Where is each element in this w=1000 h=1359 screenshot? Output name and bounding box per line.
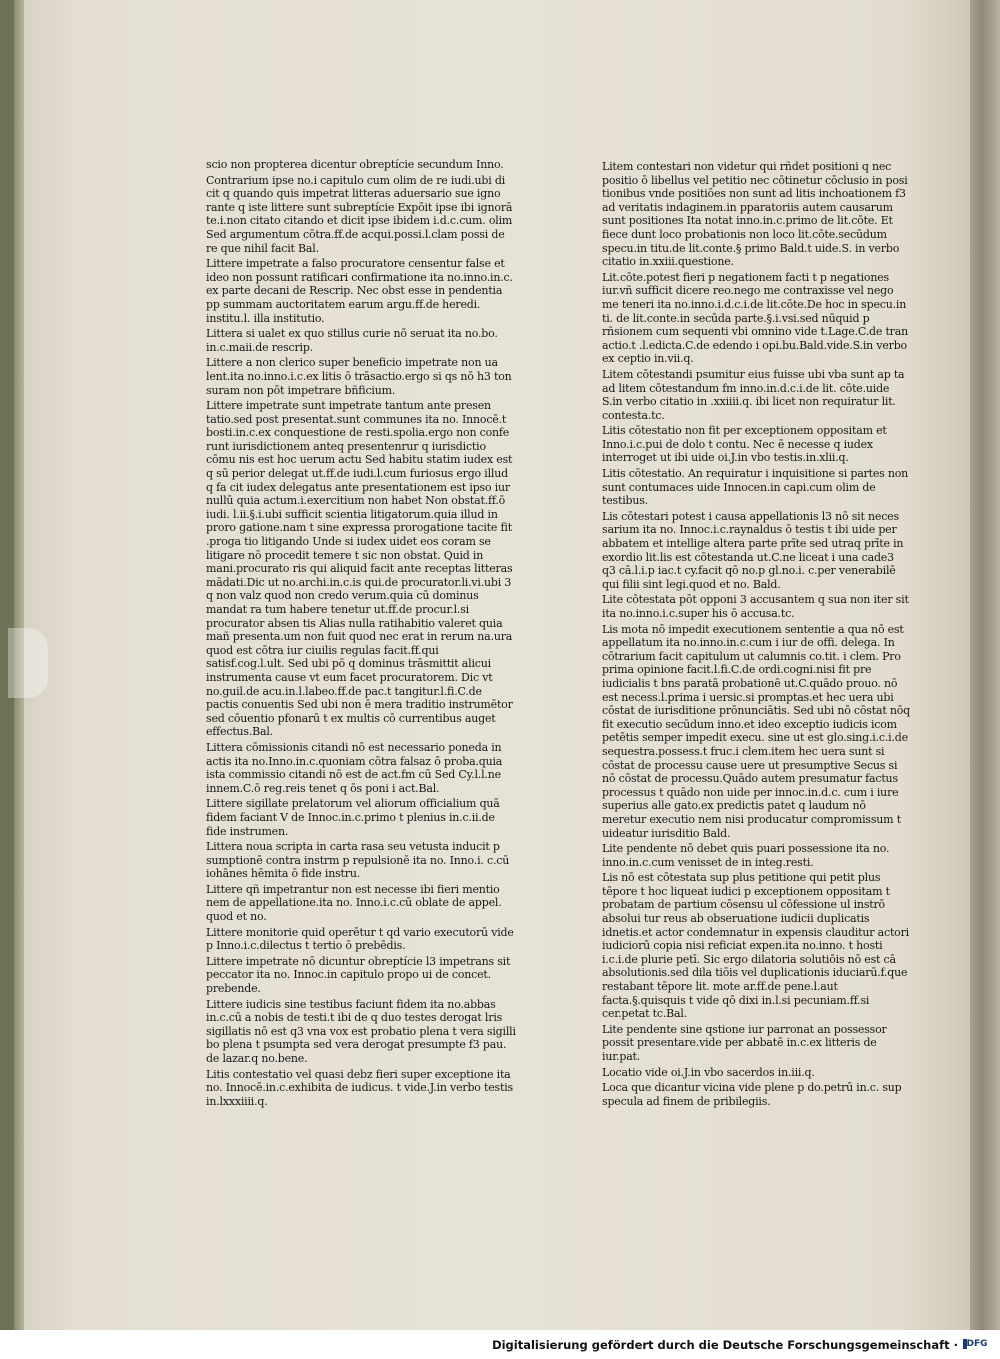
- text-entry: Littera si ualet ex quo stillus curie nō seruat ita no.bo. in.c.maii.de rescrip.: [206, 327, 498, 354]
- text-entry: Lit.cōte.potest fieri p negationem facti t p negationes iur.vñ sufficit dicere reo.nego me contraxisse vel nego me teneri ita no.inno.i.d.c.i.de lit.cōte.De hoc in specu.in ti. de lit.conte.in secūda parte.§.i.vsi.sed nūquid p rñsionem cum sequenti vbi omnino vide t.Lage.C.de tran actio.t .l.edicta.C.de edendo i opi.bu.Bald.vide.S.in verbo ex ceptio in.vii.q.: [602, 270, 908, 366]
- text-entry: Litis cōtestatio non fit per exceptionem oppositam et Inno.i.c.pui de dolo t contu. Nec ē necesse q iudex interroget ut ibi uide oi.J.in vbo testis.in.xlii.q.: [602, 424, 887, 465]
- text-entry: Lis mota nō impedit executionem sententie a qua nō est appellatum ita no.inno.in.c.cum i iur de offi. delega. In cōtrarium facit capitulum ut calumnis co.tit. i clem. Pro prima opinione facit.l.fi.C.de ordi.cogni.nisi fit pre iudicialis t bns paratā probationē ut.C.quādo prouo. nō est necess.l.prima i uersic.si promptas.et hec uera ubi cōstat de iurisditione prōnunciātis. Sed ubi nō cōstat nōq fit executio secūdum inno.et ideo exceptio iudicis icom petētis semper impedit execu. sine ut est glo.sing.i.c.i.de sequestra.possess.t fruc.i clem.item hec uera sunt si cōstat de processu cause uere ut presumptive Secus si nō cōstat de processu.Quādo autem presumatur factus processus t quādo non uide per innoc.in.d.c. cum i iure superius alle gato.ex predictis patet q laudum nō meretur executio nem nisi producatur compromissum t uideatur iurisditio Bald.: [602, 622, 910, 840]
- text-entry: Lis nō est cōtestata sup plus petitione qui petit plus tēpore t hoc liqueat iudici p exceptionem oppositam t probatam de partium cōsensu ul cōfessione ul instrō absolui tur reus ab obseruatione iudicii duplicatis idnetis.et actor condemnatur in expensis clauditur actori iudiciorū copia nisi reficiat expen.ita no.inno. t hosti i.c.i.de plurie petī. Sic ergo dilatoria solutiōis nō est cā absolutionis.sed dila tiōis vel duplicationis iduciarū.f.que restabant tēpore lit. mote ar.ff.de pene.l.aut facta.§.quisquis t vide qō dixi in.l.si pecuniam.ff.si cer.petat tc.Bal.: [602, 871, 909, 1021]
- text-entry: Locatio vide oi.J.in vbo sacerdos in.iii.q.: [602, 1065, 815, 1079]
- text-entry: Lite pendente sine qstione iur parronat an possessor possit presentare.vide per abbatē in.c.ex litteris de iur.pat.: [602, 1022, 887, 1063]
- text-entry: Littera noua scripta in carta rasa seu vetusta inducit p sumptionē contra instrm p repulsionē ita no. Inno.i. c.cū iohānes hēmita ō fide instru.: [206, 840, 510, 881]
- text-entry: Loca que dicantur vicina vide plene p do.petrū in.c. sup specula ad finem de pribilegiis.: [602, 1081, 902, 1108]
- funding-credit: Digitalisierung gefördert durch die Deutsche Forschungsgemeinschaft ·: [492, 1338, 958, 1352]
- text-entry: Littere sigillate prelatorum vel aliorum officialium quā fidem faciant V de Innoc.in.c.primo t plenius in.c.ii.de fide instrumen.: [206, 797, 500, 838]
- text-entry: Littere impetrate a falso procuratore censentur false et ideo non possunt ratificari confirmatione ita no.inno.in.c. ex parte decani de Rescrip. Nec obst esse in pendentia pp summam auctoritatem earum argu.ff.de heredi. institu.l. illa institutio.: [206, 257, 513, 325]
- text-entry: Lite pendente nō debet quis puari possessione ita no. inno.in.c.cum venisset de in integ.resti.: [602, 842, 890, 869]
- text-entry: Lis cōtestari potest i causa appellationis l3 nō sit neces sarium ita no. Innoc.i.c.raynaldus ō testis t ibi uide per abbatem et intellige altera parte prīte sed utraq prīte in exordio lit.lis est cōtestanda ut.C.ne liceat i una cade3 q3 cā.l.i.p iac.t cy.facit qō no.p gl.no.i. c.per venerabilē qui filii sint legi.quod et no. Bald.: [602, 509, 904, 591]
- dfg-logo-text: DFG: [966, 1339, 988, 1349]
- text-entry: Litem cōtestandi psumitur eius fuisse ubi vba sunt ap ta ad litem cōtestandum fm inno.in.d.c.i.de lit. cōte.uide S.in verbo citatio in .xxiiii.q. ibi licet non requiratur lit. contesta.tc.: [602, 367, 905, 422]
- text-entry: Litem contestari non videtur qui rñdet positioni q nec positio ō libellus vel petitio nec cōtinetur cōclusio in posi tionibus vnde positiōes non sunt ad litis inchoationem f3 ad veritatis indaginem.in pparatoriis autem causarum sunt positiones Ita notat inno.in.c.primo de lit.cōte. Et fiece dunt loco probationis non loco lit.cōte.secūdum specu.in titu.de lit.conte.§ primo Bald.t uide.S. in verbo citatio in.xxiii.questione.: [602, 160, 908, 269]
- paper-fold: [8, 628, 48, 698]
- text-entry: Littere iudicis sine testibus faciunt fidem ita no.abbas in.c.cū a nobis de testi.t ibi de q duo testes derogat lris sigillatis nō est q3 vna vox est probatio plena t vera sigilli bo plena t psumpta sed vera derogat presumpte f3 pau. de lazar.q no.bene.: [206, 997, 516, 1065]
- dfg-logo-icon: [962, 1336, 992, 1352]
- text-entry: Littere monitorie quid operētur t qd vario executorū vide p Inno.i.c.dilectus t tertio ō prebēdis.: [206, 925, 514, 953]
- text-entry: scio non propterea dicentur obreptície secundum Inno.: [206, 158, 504, 171]
- text-entry: Contrarium ipse no.i capitulo cum olim de re iudi.ubi di cit q quando quis impetrat litteras aduersario sue igno rante q iste littere sunt subreptície Expōit ipse ibi ignorā te.i.non citato citando et dicit ipse ibidem i.d.c.cum. olim Sed argumentum cōtra.ff.de acqui.possi.l.clam possi de re que nihil facit Bal.: [206, 173, 513, 255]
- text-entry: Littere impetrate nō dicuntur obreptície l3 impetrans sit peccator ita no. Innoc.in capitulo propo ui de concet. prebende.: [206, 954, 511, 996]
- text-entry: Litis contestatio vel quasi debz fieri super exceptione ita no. Innocē.in.c.exhibita de iudicus. t vide.J.in verbo testis in.lxxxiiii.q.: [206, 1067, 513, 1108]
- text-entry: Littere a non clerico super beneficio impetrate non ua lent.ita no.inno.i.c.ex litis ō trāsactio.ergo si qs nō h3 ton suram non pōt impetrare bñficium.: [206, 356, 512, 397]
- text-entry: Lite cōtestata pōt opponi 3 accusantem q sua non iter sit ita no.inno.i.c.super his ō accusa.tc.: [602, 593, 909, 620]
- right-text-column: [602, 160, 910, 1110]
- text-entry: Litis cōtestatio. An requiratur i inquisitione si partes non sunt contumaces uide Innocen.in capi.cum olim de testibus.: [602, 467, 909, 508]
- text-entry: Littere qñ impetrantur non est necesse ibi fieri mentio nem de appellatione.ita no. Inno.i.c.cū oblate de appel. quod et no.: [206, 882, 502, 924]
- text-entry: Littere impetrate sunt impetrate tantum ante presen tatio.sed post presentat.sunt communes ita no. Innocē.t bosti.in.c.ex conquestione de resti.spolia.ergo non confe runt iurisdictionem anteq presentenrur q iurisdictio cōmu nis est hoc uerum actu Sed habitu statim iudex est q sū perior delegat ut.ff.de iudi.l.cum furiosus ergo illud q fa cit iudex delegatus ante presentationem est ipso iur nullū quia actum.i.exercitium non habet Non obstat.ff.ō iudi. l.ii.§.i.ubi sufficit scientia litigatorum.quia illud in proro gatione.nam t sine expressa prorogatione tacite fit .proga tio litigando Unde si iudex uidet eos coram se litigare nō procedit temere t sic non obstat. Quid in mani.procurato ris qui aliquid facit ante receptas litteras mādati.Dic ut no.archi.in.c.is qui.de procurator.li.vi.ubi 3 q non valz quod non credo verum.quia cū dominus mandat ra tum habere tenetur ut.ff.de procur.l.si procurator absen tis Alias nulla ratihabitio valeret quia mañ presenta.um non fuit quod nec erat in rerum na.ura quod est cōtra iur ciuilis regulas facit.ff.qui satisf.cog.l.ult. Sed ubi pō q dominus trāsmittit alicui instrumenta cause vt eum facet procuratorem. Dic vt no.guil.de acu.in.l.labeo.ff.de pac.t tangitur.l.fi.C.de pactis conuentis Sed ubi non ē mera traditio instrumētor sed cōuentio pfonarū t ex multis cō currentibus auget effectus.Bal.: [206, 399, 513, 739]
- footer-bar: [0, 1330, 1000, 1359]
- left-text-column: [206, 158, 516, 1110]
- binding-shadow: [970, 0, 1000, 1330]
- text-entry: Littera cōmissionis citandi nō est necessario poneda in actis ita no.Inno.in.c.quoniam cōtra falsaz ō proba.quia ista commissio citandi nō est de act.fm cū Sed Cy.l.l.ne innem.C.ō reg.reis tenet q ōs poni i act.Bal.: [206, 740, 503, 795]
